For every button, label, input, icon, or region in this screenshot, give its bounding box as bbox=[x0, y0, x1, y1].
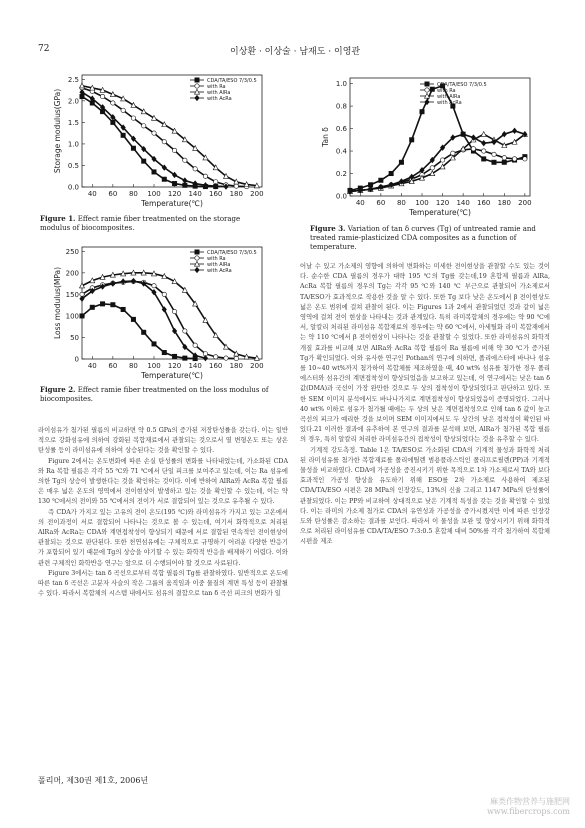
x-tick-label: 200 bbox=[250, 190, 264, 198]
x-tick-label: 100 bbox=[147, 190, 161, 198]
figure-1-caption-text: Effect ramie fiber treatmented on the storage modulus of biocomposites. bbox=[40, 215, 241, 232]
data-point bbox=[111, 120, 115, 124]
data-point bbox=[111, 303, 115, 307]
series-line bbox=[82, 281, 236, 358]
x-tick-label: 180 bbox=[229, 362, 243, 370]
data-point bbox=[152, 131, 156, 135]
data-point bbox=[111, 101, 115, 105]
figure-3-chart bbox=[315, 70, 550, 220]
data-point bbox=[481, 131, 486, 136]
x-tick-label: 60 bbox=[108, 362, 118, 370]
x-tick-label: 100 bbox=[415, 199, 429, 207]
x-tick-label: 120 bbox=[167, 362, 182, 370]
figure-3-caption bbox=[310, 224, 560, 252]
data-point bbox=[152, 342, 156, 346]
data-point bbox=[162, 292, 166, 296]
figure-1-chart bbox=[40, 70, 275, 210]
x-tick-label: 40 bbox=[87, 190, 97, 198]
x-tick-label: 160 bbox=[209, 362, 223, 370]
data-point bbox=[203, 174, 207, 178]
data-point bbox=[512, 128, 516, 133]
data-point bbox=[214, 355, 218, 359]
legend-entry: with Ra bbox=[437, 88, 456, 94]
y-tick-label: 0.8 bbox=[335, 102, 347, 111]
legend-marker bbox=[425, 88, 429, 92]
y-tick-label: 0.6 bbox=[335, 125, 347, 134]
data-point bbox=[162, 350, 166, 354]
data-point bbox=[172, 148, 176, 152]
legend-entry: with AcRa bbox=[207, 96, 232, 102]
data-point bbox=[100, 94, 104, 98]
running-header-authors: 이상환 · 이상술 · 남재도 · 이영관 bbox=[230, 47, 361, 57]
plot-frame bbox=[82, 247, 262, 359]
figure-3-caption-text: Variation of tan δ curves (Tg) of untreated ramie and treated ramie-plasticized CDA composites as a function of temperature. bbox=[310, 225, 536, 251]
y-tick-label: 0.4 bbox=[335, 147, 347, 156]
paragraph: 즉 CDA가 가지고 있는 고유의 전이 온도(195 ℃)와 라미섬유가 가지고 있는 고온에서의 전이과정이 서로 결합되어 나타나는 것으로 볼 수 있는데, 여기서 화학적으로 처리된 AlRa와 AcRa는 CDA와 계면접착성이 향상되기 때문에 서로 결합된 연속적인 전이현상이 관찰되는 것으로 판단된다. 또한 천연섬유에는 구체적으로 규명하기 어려운 다양한 반응기가 포함되어 있기 때문에 Tg의 상승을 야기할 수 있는 화학적 반응을 배제하기 어렵다. 이와 관련 구체적인 화학반응 연구는 앞으로 더 수행되어야 할 것으로 사료된다. bbox=[38, 508, 288, 567]
y-tick-label: 0 bbox=[74, 355, 79, 364]
y-tick-label: 2.0 bbox=[67, 97, 79, 106]
figure-2-chart bbox=[40, 242, 275, 382]
data-point bbox=[152, 284, 156, 288]
x-tick-label: 160 bbox=[477, 199, 491, 207]
x-tick-label: 100 bbox=[147, 362, 161, 370]
x-tick-label: 140 bbox=[188, 362, 202, 370]
y-tick-label: 50 bbox=[70, 333, 79, 342]
x-axis-label: Temperature(℃) bbox=[141, 371, 203, 380]
y-tick-label: 1.0 bbox=[335, 80, 347, 89]
y-axis-label: Tan δ bbox=[321, 127, 330, 147]
paragraph: Figure 3에서는 tan δ 곡선으로부터 복합 필름의 Tg를 관찰하였다. 일반적으로 온도에 따른 tan δ 곡선은 고분자 사슬의 작은 그룹의 움직임과 이중 물질의 계면 특성 등이 관찰될 수 있다. 따라서 복합체의 시스템 내에서도 섬유의 결합으로 tan δ 곡선 피크의 변화가 일 bbox=[38, 569, 288, 598]
legend-entry: CDA/TA/ESO 7/3/0.5 bbox=[207, 250, 257, 256]
data-point bbox=[162, 140, 166, 144]
data-point bbox=[121, 108, 125, 112]
y-tick-label: 0.5 bbox=[67, 161, 79, 170]
data-point bbox=[482, 157, 486, 161]
data-point bbox=[100, 302, 104, 306]
data-point bbox=[121, 307, 125, 311]
figure-1-caption-label: Figure 1. bbox=[40, 214, 76, 223]
figure-3-caption-label: Figure 3. bbox=[310, 224, 346, 233]
y-tick-label: 1.0 bbox=[67, 140, 79, 149]
x-tick-label: 120 bbox=[435, 199, 450, 207]
y-axis-label: Storage modulus(GPa) bbox=[53, 88, 62, 174]
legend-entry: with AlRa bbox=[207, 90, 231, 96]
legend-marker bbox=[195, 256, 199, 260]
data-point bbox=[440, 158, 444, 162]
data-point bbox=[523, 157, 527, 161]
data-point bbox=[162, 177, 166, 181]
x-tick-label: 140 bbox=[188, 190, 202, 198]
data-point bbox=[492, 160, 496, 164]
figure-2-caption-label: Figure 2. bbox=[40, 385, 76, 394]
paragraph: 기계적 강도측정. Table 1은 TA/ESO로 가소화된 CDA의 기계적 물성과 화학적 처리된 라미섬유를 첨가한 복합재료를 폴리에틸렌 범용플라스틱인 폴리프로필렌(PP)과 기계적 물성을 비교하였다. CDA에 가공성을 증진시키기 위한 목적으로 1차 가소제로서 TA와 보다 효과적인 가공성 향상을 유도하기 위해 ESO를 2차 가소제로 사용하여 제조된 CDA/TA/ESO 시편은 28 MPa의 인장강도, 13%의 신율 그리고 1147 MPa의 탄성률이 관찰되었다. 이는 PP와 비교하여 상대적으로 낮은 기계적 특성을 갖는 것을 확인할 수 있었다. 이는 라미의 가소제 첨가로 CDA의 유연성과 가공성을 증가시켰지만 이에 따른 인장강도와 탄성률은 감소하는 결과를 보인다. 따라서 이 물성을 보완 및 향상시키기 위해 화학적으로 처리된 라미섬유를 CDA/TA/ESO 7:3:0.5 혼합체 대비 50%를 각각 첨가하여 복합체 시편을 제조 bbox=[300, 446, 550, 546]
data-point bbox=[183, 178, 187, 183]
legend-marker bbox=[195, 78, 199, 82]
y-tick-label: 200 bbox=[65, 269, 79, 278]
series-line bbox=[82, 304, 195, 359]
paragraph: 어날 수 있고 가소제의 영향에 의하여 변화하는 미세한 전이현상을 관찰할 수도 있는 것이다. 순수한 CDA 필름의 경우가 대략 195 ℃의 Tg를 갖는데,19 혼합제 필름과 AlRa, AcRa 복합 필름의 경우의 Tg는 각각 95 ℃와 140 ℃ 부근으로 관찰되어 가소제로서 TA/ESO가 효과적으로 작용한 것을 알 수 있다. 또한 Tg 보다 낮은 온도에서 β 전이현상도 넓은 온도 범위에 걸쳐 관찰이 된다. 이는 Figures 1과 2에서 관찰되었던 것과 같이 넓은 영역에 걸쳐 전이 현상을 나타내는 것과 관계있다. 특히 라미복합체의 경우에는 약 90 ℃에서, 알칼리 처리된 라미섬유 복합재료의 경우에는 약 60 ℃에서, 아세틸화 라미 복합재에서는 약 110 ℃에서 β 전이현상이 나타나는 것을 관찰할 수 있었다. 또한 라미섬유의 화학적 개질 효과를 비교해 보면 AlRa와 AcRa 복합 필름이 Ra 필름에 비해 약 30 ℃가 증가된 Tg가 확인되었다. 이와 유사한 연구인 Pothan의 연구에 의하면, 폴리에스터에 바나나 섬유를 10∼40 wt%까지 첨가하여 복합체를 제조하였을 때, 40 wt% 섬유를 첨가한 경우 폴리에스터와 섬유간의 계면접착성이 향상되었음을 보고하고 있는데, 이 연구에서는 낮은 tan δ 값(DMA)과 국선이 가장 완만한 것으로 두 상의 접착성이 향상되었다고 판단하고 있다. 또한 SEM 이미지 분석에서도 바나나가지로 계면접착성이 향상되었음이 증명되었다. 그러나 40 wt% 이하로 섬유가 첨가될 때에는 두 상의 낮은 계면접착성으로 인해 tan δ 값이 높고 곡선의 피크가 예리한 것을 보이며 SEM 이미지에서도 두 상간의 낮은 접착성이 확인된 바 있다.21 이러한 결과에 유추하여 본 연구의 결과를 분석해 보면, AlRa가 첨가된 복합 필름의 경우, 특히 알칼리 처리한 라미섬유간의 접착성이 향상되었다는 것을 유추할 수 있다. bbox=[300, 263, 550, 444]
left-column-text bbox=[38, 426, 288, 599]
legend-entry: CDA/TA/ESO 7/3/0.5 bbox=[207, 78, 257, 84]
watermark-line-1: 麻类作物营养与施肥网 bbox=[490, 797, 570, 806]
y-tick-label: 2.5 bbox=[67, 75, 79, 84]
data-point bbox=[471, 147, 475, 151]
data-point bbox=[131, 317, 135, 321]
figure-2-caption bbox=[40, 385, 272, 404]
data-point bbox=[410, 138, 414, 142]
data-point bbox=[482, 149, 486, 153]
legend-marker bbox=[195, 84, 199, 88]
data-point bbox=[379, 178, 383, 182]
journal-footer: 폴리머, 제30권 제1호, 2006년 bbox=[38, 776, 149, 785]
data-point bbox=[502, 160, 506, 164]
y-axis-label: Loss modulus(MPa) bbox=[53, 266, 62, 340]
data-point bbox=[512, 157, 516, 161]
data-point bbox=[152, 170, 156, 174]
data-point bbox=[420, 110, 424, 114]
y-tick-label: 150 bbox=[65, 290, 79, 299]
watermark bbox=[430, 796, 570, 816]
data-point bbox=[234, 184, 238, 188]
legend-entry: with AlRa bbox=[437, 94, 461, 100]
data-point bbox=[482, 140, 486, 145]
watermark-line-2: www.fibercrops.com bbox=[487, 807, 570, 816]
data-point bbox=[193, 167, 197, 171]
data-point bbox=[183, 356, 187, 360]
legend-marker bbox=[195, 95, 199, 100]
y-tick-label: 0.0 bbox=[335, 192, 347, 201]
data-point bbox=[399, 160, 403, 164]
right-column-text bbox=[300, 262, 550, 548]
plot-frame bbox=[82, 75, 262, 187]
y-tick-label: 0.2 bbox=[335, 170, 347, 179]
paragraph: Figure 2에서는 온도변화에 따른 손실 탄성률의 변화를 나타내었는데, 가소화된 CDA와 Ra 복합 필름은 각각 55 ℃와 71 ℃에서 단일 피크를 보여주고 있는데, 이는 Ra 섬유에 의한 Tg의 상승이 발생한다는 것을 확인하는 것이다. 이에 반하여 AlRa와 AcRa 복합 필름은 매우 넓은 온도의 영역에서 전이현상이 발생하고 있는 것을 확인할 수 있는데, 이는 약 130 ℃에서의 전이와 55 ℃에서의 전이가 서로 결합되어 있는 것으로 유추될 수 있다. bbox=[38, 457, 288, 506]
x-tick-label: 180 bbox=[497, 199, 511, 207]
x-axis-label: Temperature(℃) bbox=[141, 199, 203, 208]
x-tick-label: 40 bbox=[87, 362, 97, 370]
data-point bbox=[224, 356, 228, 360]
data-point bbox=[193, 343, 197, 347]
paragraph: 라이섬유가 첨가된 필름의 비교하면 약 0.5 GPa의 증가된 저장탄성률을 갖는다. 이는 일반적으로 강화섬유에 의하여 강화된 복합재료에서 관찰되는 것으로서 열 변형온도 또는 상온 탄성률 등이 라미섬유에 의하여 상승된다는 것을 확인할 수 있다. bbox=[38, 427, 288, 455]
data-point bbox=[121, 133, 125, 137]
data-point bbox=[172, 309, 176, 313]
legend-entry: with Ra bbox=[207, 256, 226, 262]
x-tick-label: 200 bbox=[250, 362, 264, 370]
figure-1-caption bbox=[40, 214, 272, 233]
y-tick-label: 1.5 bbox=[67, 118, 79, 127]
legend-entry: with AcRa bbox=[207, 268, 232, 274]
data-point bbox=[183, 158, 187, 162]
data-point bbox=[131, 146, 135, 150]
legend-marker bbox=[425, 82, 429, 86]
data-point bbox=[172, 354, 176, 358]
data-point bbox=[142, 124, 146, 128]
data-point bbox=[80, 314, 84, 318]
y-tick-label: 250 bbox=[65, 247, 79, 256]
x-tick-label: 60 bbox=[108, 190, 118, 198]
data-point bbox=[502, 156, 506, 160]
data-point bbox=[234, 356, 238, 360]
data-point bbox=[430, 87, 434, 91]
legend-marker bbox=[195, 250, 199, 254]
data-point bbox=[90, 305, 94, 309]
legend-entry: with Ra bbox=[207, 84, 226, 90]
x-axis-label: Temperature(℃) bbox=[409, 208, 471, 217]
x-tick-label: 80 bbox=[396, 199, 406, 207]
data-point bbox=[172, 181, 176, 185]
data-point bbox=[183, 183, 187, 187]
figure-2-caption-text: Effect ramie fiber treatmented on the loss modulus of biocomposites. bbox=[40, 386, 269, 403]
data-point bbox=[430, 166, 434, 170]
y-tick-label: 0.0 bbox=[67, 183, 79, 192]
page-number: 72 bbox=[38, 44, 50, 54]
x-tick-label: 60 bbox=[376, 199, 386, 207]
data-point bbox=[183, 329, 187, 333]
data-point bbox=[142, 330, 146, 334]
data-point bbox=[492, 152, 496, 156]
data-point bbox=[142, 159, 146, 163]
data-point bbox=[389, 171, 393, 175]
legend-marker bbox=[195, 267, 199, 272]
x-tick-label: 40 bbox=[355, 199, 365, 207]
legend-entry: CDA/TA/ESO 7/3/0.5 bbox=[437, 82, 487, 88]
x-tick-label: 80 bbox=[128, 362, 138, 370]
y-tick-label: 100 bbox=[65, 312, 79, 321]
x-tick-label: 160 bbox=[209, 190, 223, 198]
x-tick-label: 120 bbox=[167, 190, 182, 198]
x-tick-label: 140 bbox=[456, 199, 470, 207]
legend-entry: with AcRa bbox=[437, 100, 462, 106]
x-tick-label: 80 bbox=[128, 190, 138, 198]
x-tick-label: 180 bbox=[229, 190, 243, 198]
data-point bbox=[131, 116, 135, 120]
data-point bbox=[203, 355, 207, 360]
legend-entry: with AlRa bbox=[207, 262, 231, 268]
x-tick-label: 200 bbox=[518, 199, 532, 207]
